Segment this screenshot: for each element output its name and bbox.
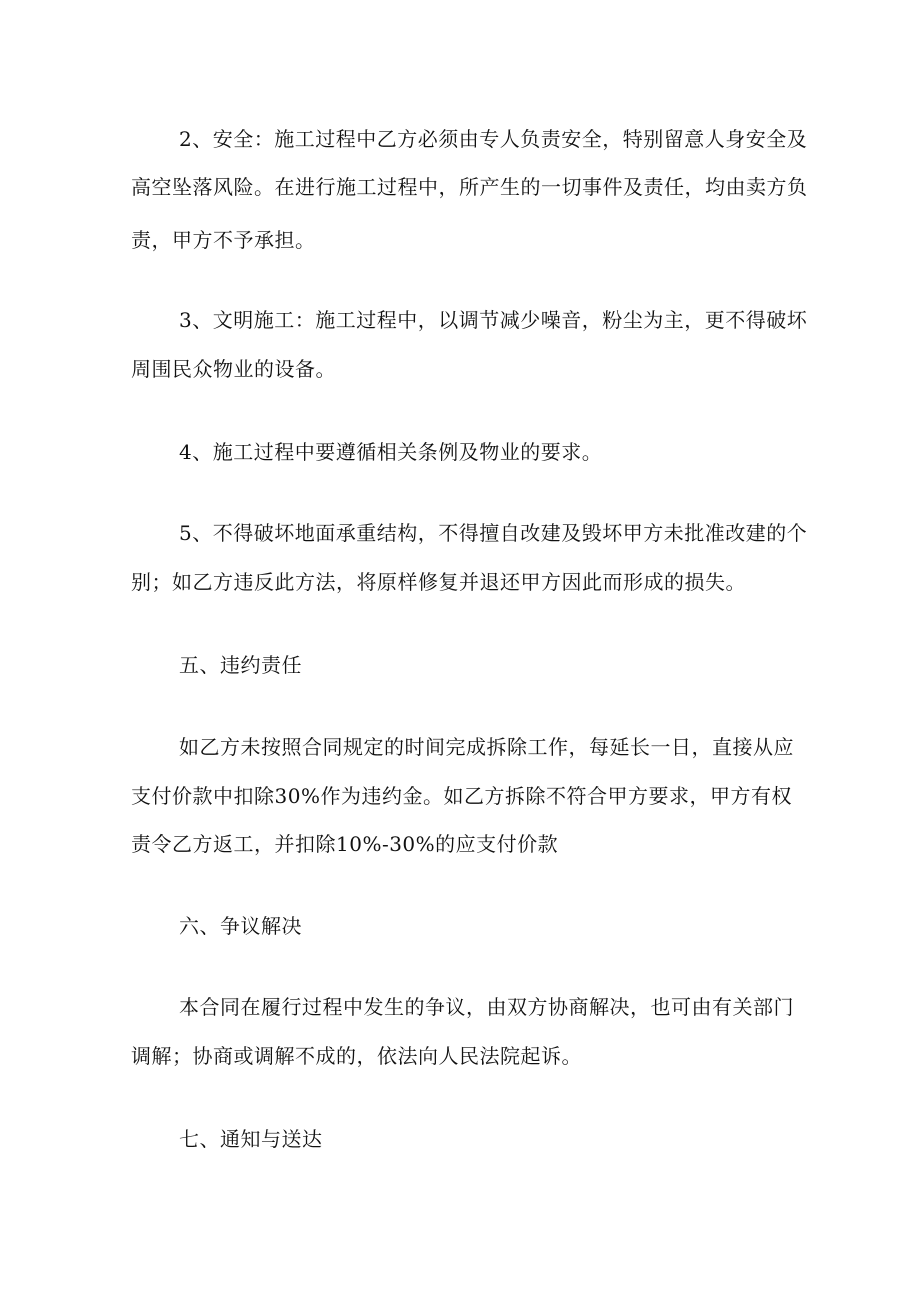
clause-3-line-1: 3、文明施工：施工过程中，以调节减少噪音，粉尘为主，更不得破坏 [179, 308, 808, 332]
clause-2-line-1: 2、安全：施工过程中乙方必须由专人负责安全，特别留意人身安全及 [179, 127, 808, 151]
section-heading-breach: 五、违约责任 [179, 653, 302, 677]
dispute-line-2: 调解；协商或调解不成的，依法向人民法院起诉。 [131, 1044, 582, 1068]
section-heading-notice: 七、通知与送达 [179, 1127, 323, 1151]
breach-line-2: 支付价款中扣除30%作为违约金。如乙方拆除不符合甲方要求，甲方有权 [131, 784, 792, 808]
clause-2-line-2: 高空坠落风险。在进行施工过程中，所产生的一切事件及责任，均由卖方负 [131, 175, 808, 199]
section-heading-dispute: 六、争议解决 [179, 914, 302, 938]
clause-3-line-2: 周围民众物业的设备。 [131, 357, 336, 381]
breach-line-3: 责令乙方返工，并扣除10%-30%的应支付价款 [131, 832, 559, 856]
dispute-line-1: 本合同在履行过程中发生的争议，由双方协商解决，也可由有关部门 [179, 995, 794, 1019]
clause-4-line-1: 4、施工过程中要遵循相关条例及物业的要求。 [179, 440, 603, 464]
clause-5-line-1: 5、不得破坏地面承重结构，不得擅自改建及毁坏甲方未批准改建的个 [179, 521, 808, 545]
clause-2-line-3: 责，甲方不予承担。 [131, 228, 316, 252]
breach-line-1: 如乙方未按照合同规定的时间完成拆除工作，每延长一日，直接从应 [179, 735, 794, 759]
clause-5-line-2: 别；如乙方违反此方法，将原样修复并退还甲方因此而形成的损失。 [131, 570, 746, 594]
